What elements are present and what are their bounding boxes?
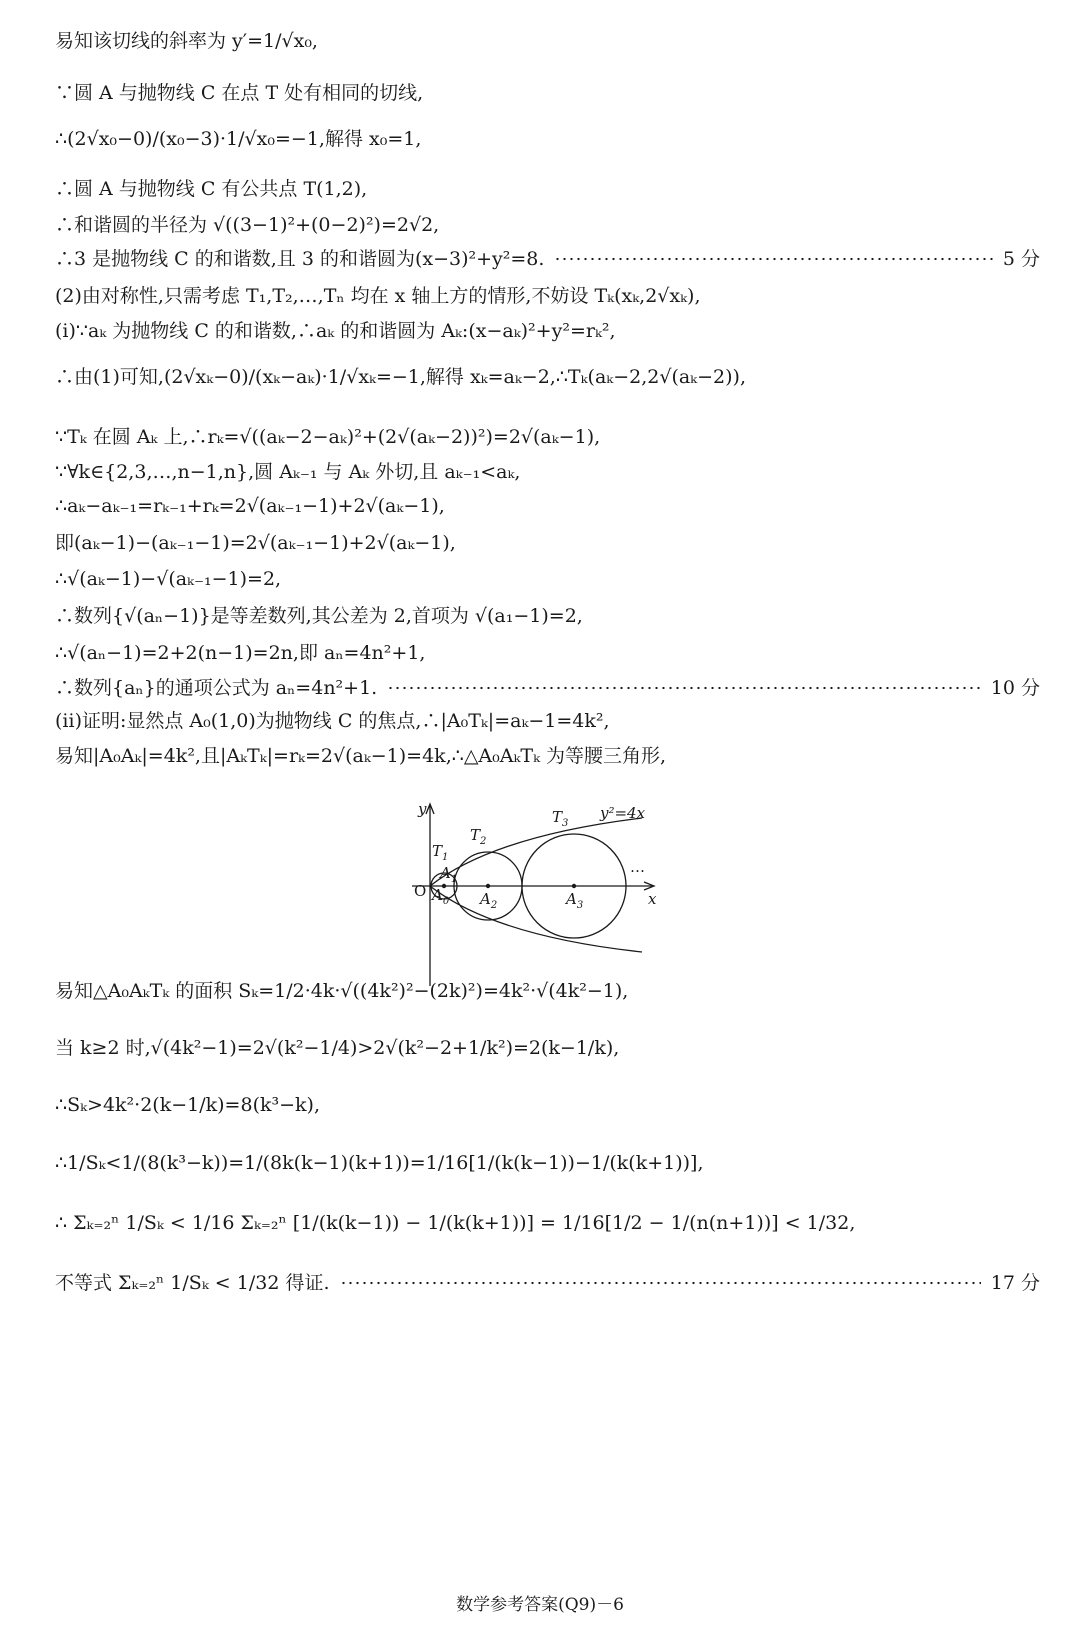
solution-line: ∵圆 A 与抛物线 C 在点 T 处有相同的切线, [55,82,424,104]
solution-line: ∴由(1)可知,(2√xₖ−0)/(xₖ−aₖ)·1/√xₖ=−1,解得 xₖ=aₖ−2,∴Tₖ(aₖ−2,2√(aₖ−2)), [55,366,746,388]
solution-line: ∴数列{aₙ}的通项公式为 aₙ=4n²+1. 10 分 [55,677,1040,699]
leader-dots [340,1281,981,1285]
solution-line: ∴√(aₙ−1)=2+2(n−1)=2n,即 aₙ=4n²+1, [55,642,426,664]
solution-line: 易知△A₀AₖTₖ 的面积 Sₖ=1/2·4k·√((4k²)²−(2k)²)=4k²·√(4k²−1), [55,980,629,1002]
parabola-circles-figure [400,800,660,1000]
solution-line: ∴(2√x₀−0)/(x₀−3)·1/√x₀=−1,解得 x₀=1, [55,128,422,150]
solution-line: ∴和谐圆的半径为 √((3−1)²+(0−2)²)=2√2, [55,214,440,236]
solution-line: ∵Tₖ 在圆 Aₖ 上,∴rₖ=√((aₖ−2−aₖ)²+(2√(aₖ−2))²)=2√(aₖ−1), [55,426,601,448]
solution-line: ∴1/Sₖ<1/(8(k³−k))=1/(8k(k−1)(k+1))=1/16[1/(k(k−1))−1/(k(k+1))], [55,1152,704,1174]
solution-line: ∴aₖ−aₖ₋₁=rₖ₋₁+rₖ=2√(aₖ₋₁−1)+2√(aₖ−1), [55,495,445,517]
solution-line: 即(aₖ−1)−(aₖ₋₁−1)=2√(aₖ₋₁−1)+2√(aₖ−1), [55,532,456,554]
point-label-a2: $A_2$ [480,890,498,911]
parabola-curve [430,818,642,952]
point-label-t3: $T_3$ [552,808,569,829]
score: 10 分 [990,677,1040,699]
solution-line: ∴Sₖ>4k²·2(k−1/k)=8(k³−k), [55,1094,320,1116]
point-label-a0: $A_0$ [432,886,450,907]
point-label-a3: $A_3$ [566,890,584,911]
score: 5 分 [1002,248,1040,270]
solution-line: 易知该切线的斜率为 y′=1/√x₀, [55,30,318,52]
point-a3 [572,884,576,888]
page-footer: 数学参考答案(Q9)－6 [456,1595,624,1615]
point-label-t2: $T_2$ [470,826,487,847]
solution-line: (ⅰ)∵aₖ 为抛物线 C 的和谐数,∴aₖ 的和谐圆为 Aₖ:(x−aₖ)²+y²=rₖ², [55,320,616,342]
solution-line: 不等式 Σₖ₌₂ⁿ 1/Sₖ < 1/32 得证. 17 分 [55,1272,1040,1294]
point-a2 [486,884,490,888]
x-axis-label: x [648,890,657,908]
leader-dots [387,686,981,690]
parabola-label: y²=4x [600,804,646,822]
solution-line: ∴3 是抛物线 C 的和谐数,且 3 的和谐圆为(x−3)²+y²=8. 5 分 [55,248,1040,270]
score: 17 分 [990,1272,1040,1294]
solution-line: ∴√(aₖ−1)−√(aₖ₋₁−1)=2, [55,568,282,590]
y-axis-label: y [418,800,427,818]
solution-line: ∵∀k∈{2,3,…,n−1,n},圆 Aₖ₋₁ 与 Aₖ 外切,且 aₖ₋₁<aₖ, [55,461,521,483]
solution-line: ∴圆 A 与抛物线 C 有公共点 T(1,2), [55,178,368,200]
solution-line: (ⅱ)证明:显然点 A₀(1,0)为抛物线 C 的焦点,∴|A₀Tₖ|=aₖ−1=4k², [55,710,610,732]
solution-line: (2)由对称性,只需考虑 T₁,T₂,…,Tₙ 均在 x 轴上方的情形,不妨设 Tₖ(xₖ,2√xₖ), [55,285,701,307]
solution-line: 当 k≥2 时,√(4k²−1)=2√(k²−1/4)>2√(k²−2+1/k²)=2(k−1/k), [55,1037,620,1059]
point-label-t1: $T_1$ [432,842,449,863]
ellipsis-label: … [630,858,645,876]
point-label-a1: $A_1$ [440,864,458,885]
leader-dots [554,257,992,261]
solution-line: 易知|A₀Aₖ|=4k²,且|AₖTₖ|=rₖ=2√(aₖ−1)=4k,∴△A₀AₖTₖ 为等腰三角形, [55,745,667,767]
solution-line: ∴数列{√(aₙ−1)}是等差数列,其公差为 2,首项为 √(a₁−1)=2, [55,605,583,627]
solution-line: ∴ Σₖ₌₂ⁿ 1/Sₖ < 1/16 Σₖ₌₂ⁿ [1/(k(k−1)) − 1/(k(k+1))] = 1/16[1/2 − 1/(n(n+1))] < 1/32, [55,1212,856,1234]
origin-label: O [414,882,427,900]
